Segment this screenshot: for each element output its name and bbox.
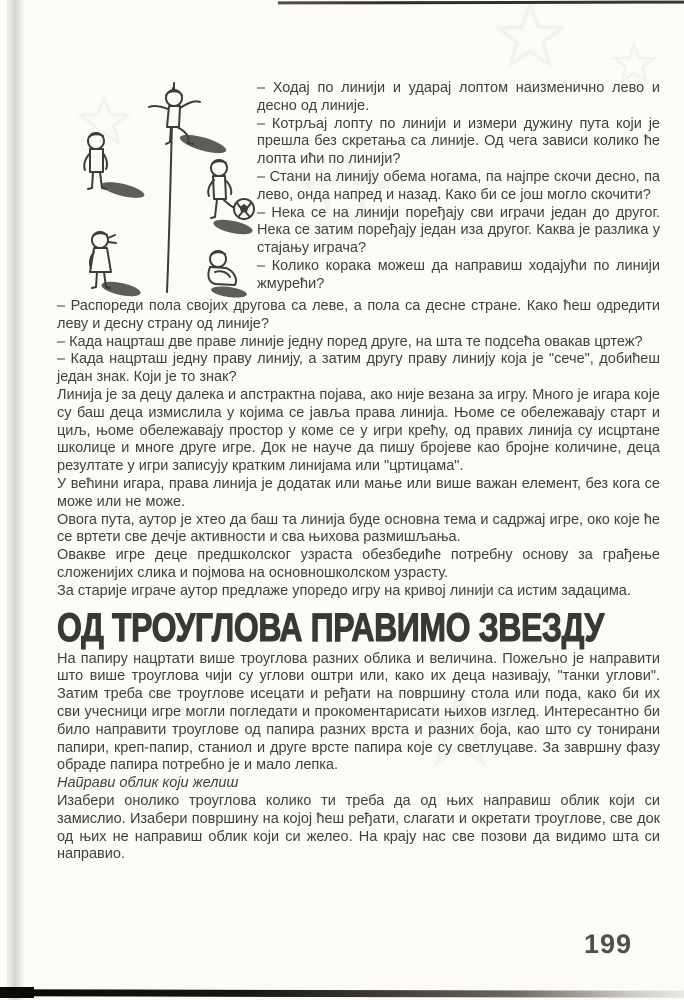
page-number: 199 — [583, 929, 632, 959]
scan-edge-left — [7, 0, 25, 1000]
section-subheading: Направи облик који желиш — [57, 775, 239, 792]
list-item: – Нека се на линији поређају сви играчи један до другог. Нека се затим поређају један иза другог. Каква је разлика у стајању играча? — [257, 204, 660, 257]
bullet-list-beside-image — [257, 80, 660, 298]
girl-standing — [90, 232, 116, 288]
soccer-ball — [234, 199, 254, 219]
paragraph: За старије играче аутор предлаже упоредо игру на кривој линији са истим задацима. — [57, 582, 631, 599]
scan-edge-corner — [0, 987, 34, 998]
list-item: – Распореди пола својих другова са леве, а пола са десне стране. Како ћеш одредити леву и десну страну од линије? — [57, 298, 660, 332]
bullet-list-full-width — [57, 298, 660, 387]
section-body-paragraph: Изабери онолико троуглова колико ти треба да од њих направиш облик који си замислио. Изабери површину на којој ћеш ређати, слагати и окретати троуглове, све док од њих не направиш облик који си желео. На крају нас све позови да видимо шта си направио. — [57, 792, 660, 863]
children-line-game-illustration — [51, 80, 263, 298]
page-content — [57, 80, 660, 864]
child-kicking-ball — [208, 160, 235, 218]
paragraph: У већини игара, права линија је додатак или мање или више важан елемент, без кога се може или не може. — [57, 475, 660, 510]
list-item: – Колико корака можеш да направиш ходајући по линији жмурећи? — [257, 257, 660, 292]
paragraph: Линија је за децу далека и апстрактна појава, ако није везана за игру. Много је игара које су баш деца измислила у којима се јавља права линија. Њоме се обележавају старт и циљ, њоме обележавају простор у коме се у игри крећу, од правих линија су исцртане школице и многе друге игре. Док не науче да пишу бројеве као бројне количине, деца резултате у игри записују кратким линијама или "цртицама". — [57, 386, 660, 475]
figure-children-on-line — [57, 80, 257, 298]
section-intro-paragraph: На папиру нацртати више троуглова разних облика и величина. Пожељно је направити што више троуглова чији су углови оштри или, како их деца називају, "танки углови". Затим треба све троуглове исецати и ређати на површину стола или пода, како би их сви учесници игре могли погледати и прокоментарисати њихов изглед. Интересантно би било направити троуглове од папира разних врста и разних боја, као што су тонирани папири, креп-папир, станиол и друге врсте папира које су светлуцаве. За завршну фазу обраде папира потребно је и мало лепка. — [57, 650, 660, 774]
child-balancing — [149, 83, 200, 144]
list-item: – Када нацрташ једну праву линију, а затим другу праву линију која је "сече", добићеш један знак. Који је то знак? — [57, 351, 660, 386]
list-item: – Ходај по линији и ударај лоптом наизменично лево и десно од линије. — [257, 80, 660, 114]
list-item: – Када нацрташ две праве линије једну поред друге, на шта те подсећа овакав цртеж? — [57, 333, 643, 350]
scan-edge-bottom — [0, 989, 684, 997]
child-sitting — [208, 251, 236, 285]
scan-edge-top — [278, 1, 684, 5]
child-standing-left — [84, 133, 107, 189]
list-item: – Стани на линију обема ногама, па најпре скочи десно, па лево, онда напред и назад. Како би се још могло скочити? — [257, 168, 660, 203]
list-item: – Котрљај лопту по линији и измери дужину пута који је прешла без скретања са линије. Од чега зависи колико ће лопта ићи по линији? — [257, 115, 660, 168]
body-paragraphs — [57, 387, 660, 601]
ghost-star-icon — [495, 2, 565, 72]
section-heading: ОД ТРОУГЛОВА ПРАВИМО ЗВЕЗДУ — [57, 605, 604, 650]
top-row — [57, 80, 660, 298]
paragraph: Овога пута, аутор је хтео да баш та линија буде основна тема и садржај игре, око које ће се вртети све дечје активности и сва њихова размишљања. — [57, 511, 660, 546]
paragraph: Овакве игре деце предшколског узраста обезбедиће потребну основу за грађење сложенијих слика и појмова на основношколском узрасту. — [57, 547, 660, 581]
